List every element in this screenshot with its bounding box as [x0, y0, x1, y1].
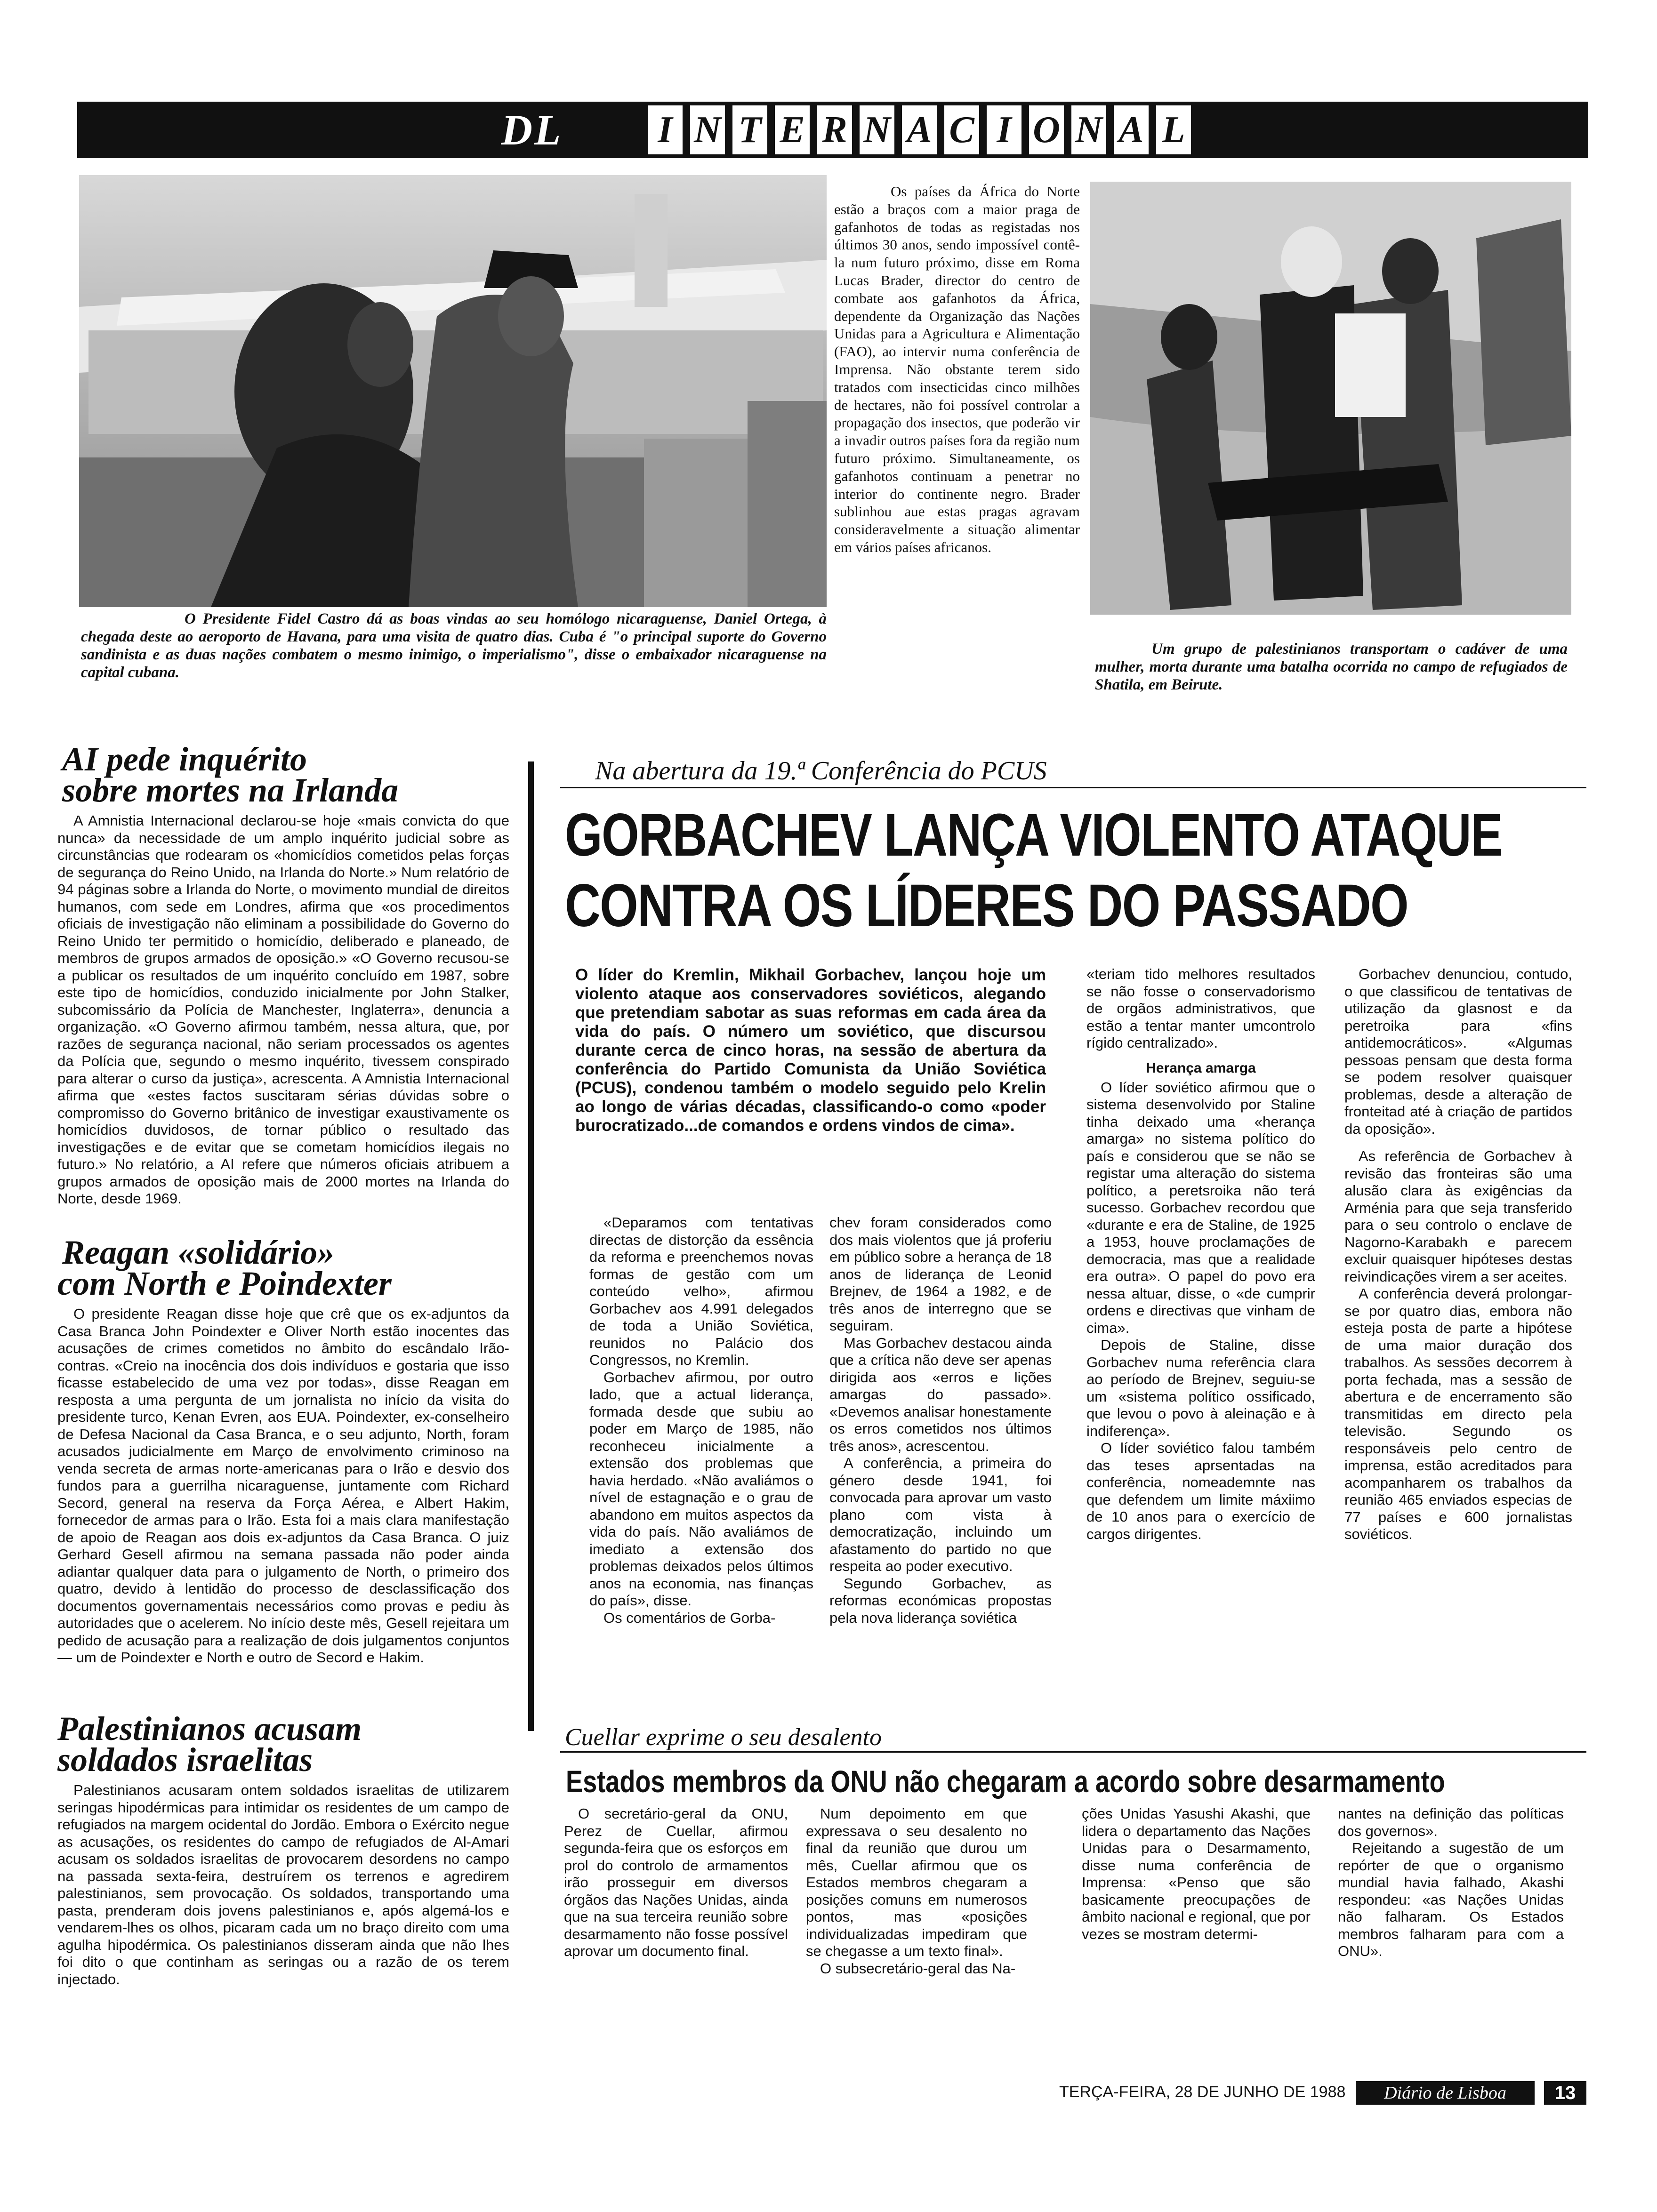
ai-article [57, 740, 509, 1208]
section-title-letter: I [646, 104, 684, 156]
gorbachev-headline-line2: CONTRA OS LÍDERES DO PASSADO [565, 872, 1408, 939]
reagan-article-body: O presidente Reagan disse hoje que crê que os ex-adjuntos da Casa Branca John Poindexter e Oliver North estão inocentes das acusações de crimes cometidos no âmbito do escândalo Irão-contras. «Creio na inocência dos dois indivíduos e gostaria que isso ficasse estabelecido de uma vez por todas», disse Reagan em resposta a uma pergunta de um jornalista no início da visita do presidente turco, Kenan Evren, aos EUA. Poindexter, ex-conselheiro de Defesa Nacional da Casa Branca, e o seu adjunto, North, foram acusados judicialmente em Março de envolvimento criminoso na venda secreta de armas norte-americanas para o Irão e desvio dos fundos para a guerrilha nicaraguense, juntamente com Richard Secord, general na reserva da Força Aérea, e Albert Hakim, fornecedor de armas para o Irão. Esta foi a mais clara manifestação de apoio de Reagan aos dois ex-adjuntos da Casa Branca. O juiz Gerhard Gesell afirmou na semana passada não poder ainda adiantar qualquer data para o julgamento de North, o primeiro dos quatro, devido à lentidão do processo de desclassificação dos documentos governamentais necessários como provas e pediu às autoridades que o acelerem. No início deste mês, Gesell rejeitara um pedido de acusação para a realização de dois julgamentos conjuntos — um de Poindexter e North e outro de Secord e Hakim. [57, 1306, 509, 1666]
onu-kicker [560, 1723, 1586, 1753]
footer-page-box [1544, 2081, 1586, 2105]
footer-date: TERÇA-FEIRA, 28 DE JUNHO DE 1988 [1059, 2083, 1346, 2101]
section-title-letter: A [1112, 104, 1150, 156]
reagan-article-headline-line2: com North e Poindexter [57, 1265, 392, 1302]
onu-col1-p1: O secretário-geral da ONU, Perez de Cuellar, afirmou segunda-feira que os esforços em prol do controlo de armamentos irão prosseguir em diversos órgãos das Nações Unidas, ainda que na sua terceira reunião sobre desarmamento não fosse possível aprovar um documento final. [564, 1805, 788, 1959]
gorbachev-col2 [829, 1214, 1052, 1627]
masthead [77, 102, 1588, 158]
onu-kicker-text: Cuellar exprime o seu desalento [565, 1724, 882, 1751]
onu-col4-p1: nantes na definição das políticas dos governos». [1338, 1805, 1564, 1839]
gorbachev-col3 [1086, 966, 1315, 1543]
onu-col3-p1: ções Unidas Yasushi Akashi, que lidera o departamento das Nações Unidas para o Desarmamento, disse numa conferência de Imprensa: «Penso que são basicamente preocupações de âmbito nacional e regional, que por vezes se mostram determi- [1082, 1805, 1311, 1942]
photo-shatila-caption: Um grupo de palestinianos transportam o cadáver de uma mulher, morta durante uma batalha ocorrida no campo de refugiados de Shatila, em Beirute. [1095, 641, 1568, 693]
palestinians-article-headline [57, 1710, 509, 1779]
gorbachev-col1-p2: Gorbachev afirmou, por outro lado, que a actual liderança, formada desde que subiu ao poder em Março de 1985, não reconheceu inicialmente a extensão dos problemas que havia herdado. «Não avaliámos o nível de estagnação e o grau de abandono em muitos aspectos da vida do país. Não avaliámos de imediato a extensão dos problemas deixados pelos últimos anos na economia, nas finanças do país», disse. [589, 1369, 813, 1609]
photo-castro-ortega [79, 175, 827, 607]
gorbachev-kicker [560, 756, 1586, 788]
section-title-letter: A [900, 104, 939, 156]
section-title-letter: T [731, 104, 769, 156]
section-title-letter: N [1070, 104, 1108, 156]
onu-col2-p1: Num depoimento em que expressava o seu desalento no final da reunião que durou um mês, Cuellar afirmou que os Estados membros chegaram a posições comuns em numerosos pontos, mas «posições individualizadas impediram que se chegasse a um texto final». [806, 1805, 1027, 1959]
footer-paper: Diário de Lisboa [1384, 2083, 1506, 2103]
gorbachev-col4-p2: As referência de Gorbachev à revisão das fronteiras são uma alusão clara às exigências da Arménia para que seja transferido para o seu controlo o enclave de Nagorno-Karabakh e parecem excluir quaisquer hipóteses destas reivindicações virem a ser aceites. [1344, 1148, 1572, 1285]
ai-article-headline [57, 740, 509, 809]
gorbachev-col2-p3: A conferência, a primeira do género desde 1941, foi convocada para aprovar um vasto plano com vista à democratização, incluindo um afastamento do partido no que respeita ao poder executivo. [829, 1455, 1052, 1574]
photo-castro-ortega-image [79, 175, 827, 607]
reagan-article-headline-line1: Reagan «solidário» [62, 1234, 335, 1271]
reagan-article-headline [57, 1234, 509, 1302]
gorbachev-col2-p4: Segundo Gorbachev, as reformas económicas propostas pela nova liderança soviética [829, 1575, 1052, 1626]
photo-shatila-image [1090, 182, 1571, 615]
footer-page: 13 [1554, 2083, 1576, 2103]
ai-article-headline-line1: AI pede inquérito [62, 740, 307, 778]
ai-article-body: A Amnistia Internacional declarou-se hoje «mais convicta do que nunca» da necessidade de um amplo inquérito judicial sobre as circunstâncias que rodearam os «homicídios cometidos pelas forças de segurança do Reino Unido, na Irlanda do Norte.» Num relatório de 94 páginas sobre a Irlanda do Norte, o movimento mundial de direitos humanos, com sede em Londres, afirma que «os procedimentos oficiais de investigação não eliminam a possibilidade do Governo do Reino Unido ter permitido o homicídio, deliberado e planeado, de membros de grupos armados de oposição.» «O Governo recusou-se a publicar os resultados de um inquérito concluído em 1987, sobre este tipo de homicídios, conduzido inicialmente por John Stalker, subcomissário da Polícia de Manchester, Inglaterra», denuncia a organização. «O Governo afirmou também, nessa altura, que, por razões de segurança nacional, não seriam processados os agentes da Polícia que, segundo o mesmo inquérito, tivessem conspirado para alterar o curso da justiça», acrescenta. A Amnistia Internacional afirma que «estes factos suscitaram sérias dúvidas sobre o compromisso do Governo britânico de investigar exaustivamente os homicídios duvidosos, de tornar público o resultado das investigações e de evitar que se cometam homicídios ilegais no futuro.» No relatório, a AI refere que números oficiais atribuem a grupos armados de oposição mais de 2000 mortes na Irlanda do Norte, desde 1969. [57, 812, 509, 1207]
gorbachev-col3-p1: O líder soviético afirmou que o sistema desenvolvido por Staline tinha deixado uma «herança amarga» no sistema político do país e considerou que se não se registar uma alteração do sistema político, a peretsroika não terá sucesso. Gorbachev recordou que «durante e era de Staline, de 1925 a 1953, houve proclamações de democracia, mas que a realidade era outra». O papel do povo era nessa altuar, disse, o «de cumprir ordens e directivas que vinham de cima». [1086, 1079, 1315, 1336]
gorbachev-headline-line1: GORBACHEV LANÇA VIOLENTO ATAQUE [565, 801, 1502, 869]
gorbachev-subhead: Herança amarga [1146, 1060, 1256, 1076]
gorbachev-col4-p3: A conferência deverá prolongar-se por quatro dias, embora não esteja posta de parte a hipótese de uma maior duração dos trabalhos. As sessões decorrem à porta fechada, mas a sessão de abertura e de encerramento são transmitidas em directo pela televisão. Segundo os responsáveis pelo centro de imprensa, estão acreditados para acompanharem os trabalhos da reunião 465 enviados especias de 77 países e 600 jornalistas soviéticos. [1344, 1285, 1572, 1542]
gorbachev-col1-p3: Os comentários de Gorba- [603, 1609, 776, 1626]
gorbachev-col4 [1344, 966, 1572, 1543]
gorbachev-headline [565, 800, 1577, 941]
column-divider [528, 761, 534, 1731]
reagan-article [57, 1234, 509, 1667]
onu-col2 [806, 1805, 1027, 1977]
masthead-logo: DL [501, 106, 563, 154]
onu-headline [566, 1765, 1601, 1798]
gorbachev-col2-p1: chev foram considerados como dos mais violentos que já proferiu em público sobre a herança de 18 anos de liderança de Leonid Brejnev, de 1964 a 1982, e de três anos de interregno que se seguiram. [829, 1214, 1052, 1334]
footer [1059, 2080, 1601, 2108]
section-title-letter: N [688, 104, 727, 156]
palestinians-article-headline-line2: soldados israelitas [57, 1741, 313, 1779]
gorbachev-col3-p0: «teriam tido melhores resultados se não fosse o conservadorismo de orgãos administrativos, que estão a tentar manter umcontrolo rígido centralizado». [1086, 966, 1315, 1051]
section-title-letter: R [815, 104, 854, 156]
gorbachev-col2-p2: Mas Gorbachev destacou ainda que a crítica não deve ser apenas dirigida aos «erros e lições amargas do passado». «Devemos analisar honestamente os erros cometidos nos últimos três anos», acrescentou. [829, 1334, 1052, 1454]
palestinians-article [57, 1710, 509, 1988]
gorbachev-kicker-text: Na abertura da 19.ª Conferência do PCUS [595, 756, 1047, 785]
gorbachev-col3-p2: Depois de Staline, disse Gorbachev numa referência clara ao período de Brejnev, seguiu-se um «sistema político ossificado, que levou o povo à aleinação e à indiferença». [1086, 1337, 1315, 1439]
section-title-letter: N [858, 104, 896, 156]
palestinians-article-body: Palestinianos acusaram ontem soldados israelitas de utilizarem seringas hipodérmicas para intimidar os residentes de um campo de refugiados na margem ocidental do Jordão. Embora o Exército negue as acusações, os residentes do campo de refugiados de Al-Amari acusam os soldados israelitas de provocarem desordens no campo na passada sexta-feira, destruírem os terrenos e agredirem palestinianos, sem provocação. Os soldados, transportando uma pasta, prenderam dois jovens palestinianos e, após algemá-los e vendarem-lhes os olhos, picaram cada um no braço direito com uma agulha hipodérmica. Os palestinianos disseram ainda que não lhes foi dito o que continham as seringas ou a razão de os terem injectado. [57, 1782, 509, 1988]
photo-castro-ortega-caption: O Presidente Fidel Castro dá as boas vindas ao seu homólogo nicaraguense, Daniel Ortega, à chegada deste ao aeroporto de Havana, para uma visita de quatro dias. Cuba é "o principal suporte do Governo sandinista e as duas nações combatem o mesmo inimigo, o imperialismo", disse o embaixador nicaraguense na capital cubana. [81, 610, 827, 681]
onu-col4 [1338, 1805, 1564, 1960]
ai-article-headline-line2: sobre mortes na Irlanda [62, 771, 399, 809]
onu-col3 [1082, 1805, 1311, 1943]
onu-col2-p2: O subsecretário-geral das Na- [820, 1960, 1016, 1977]
locusts-brief: Os países da África do Norte estão a braços com a maior praga de gafanhotos de todas as registadas nos últimos 30 anos, sendo impossível contê-la num futuro próximo, disse em Roma Lucas Brader, director do centro de combate aos gafanhotos da África, dependente da Organização das Nações Unidas para a Agricultura e Alimentação (FAO), ao intervir numa conferência de Imprensa. Não obstante terem sido tratados com insecticidas cinco milhões de hectares, não foi possível controlar a propagação dos insectos, que poderão vir a invadir outros países fora da região num futuro próximo. Simultaneamente, os gafanhotos continuam a penetrar no interior do continente negro. Brader sublinhou aue estas pragas agravam consideravelmente a situação alimentar em vários países africanos. [834, 183, 1080, 555]
section-title-letter: I [985, 104, 1023, 156]
gorbachev-col3-p3: O líder soviético falou também das teses aprsentadas na conferência, nomeademnte nas que defendem um limite máxiimo de 10 anos para o exercício de cargos dirigentes. [1086, 1440, 1315, 1542]
section-title-letter: E [773, 104, 812, 156]
gorbachev-col1 [589, 1214, 813, 1627]
onu-col1 [564, 1805, 788, 1960]
onu-headline-text: Estados membros da ONU não chegaram a acordo sobre desarmamento [566, 1764, 1445, 1799]
palestinians-article-headline-line1: Palestinianos acusam [57, 1710, 362, 1747]
section-title [646, 104, 1197, 156]
onu-col4-p2: Rejeitando a sugestão de um repórter de que o organismo mundial havia falhado, Akashi respondeu: «as Nações Unidas não falharam. Os Estados membros falharam para com a ONU». [1338, 1840, 1564, 1959]
footer-paper-box [1356, 2081, 1535, 2105]
gorbachev-lead: O líder do Kremlin, Mikhail Gorbachev, lançou hoje um violento ataque aos conservadores soviéticos, alegando que pretendiam sabotar as suas reformas em cada área da vida do país. O número um soviético, que discursou durante cerca de cinco horas, na sessão de abertura da conferência do Partido Comunista da União Soviética (PCUS), condenou também o modelo seguido pelo Krelin ao longo de várias décadas, classificando-o como «poder burocratizado...de comandos e ordens vindos de cima». [575, 966, 1046, 1135]
section-title-letter: L [1154, 104, 1193, 156]
gorbachev-col4-p1: Gorbachev denunciou, contudo, o que classificou de tentativas de utilização da glasnost e da peretroika para «fins antidemocráticos». «Algumas pessoas pensam que desta forma se podem resolver quaisquer problemas, desde a alteração de fronteitad até à criação de partidos da oposição». [1344, 966, 1572, 1137]
photo-shatila [1090, 182, 1571, 615]
section-title-letter: C [942, 104, 981, 156]
section-title-letter: O [1027, 104, 1066, 156]
gorbachev-col1-p1: «Deparamos com tentativas directas de distorção da essência da reforma e preenchemos novas formas de gestão com um conteúdo velho», afirmou Gorbachev aos 4.991 delegados de toda a União Soviética, reunidos no Palácio dos Congressos, no Kremlin. [589, 1214, 813, 1368]
